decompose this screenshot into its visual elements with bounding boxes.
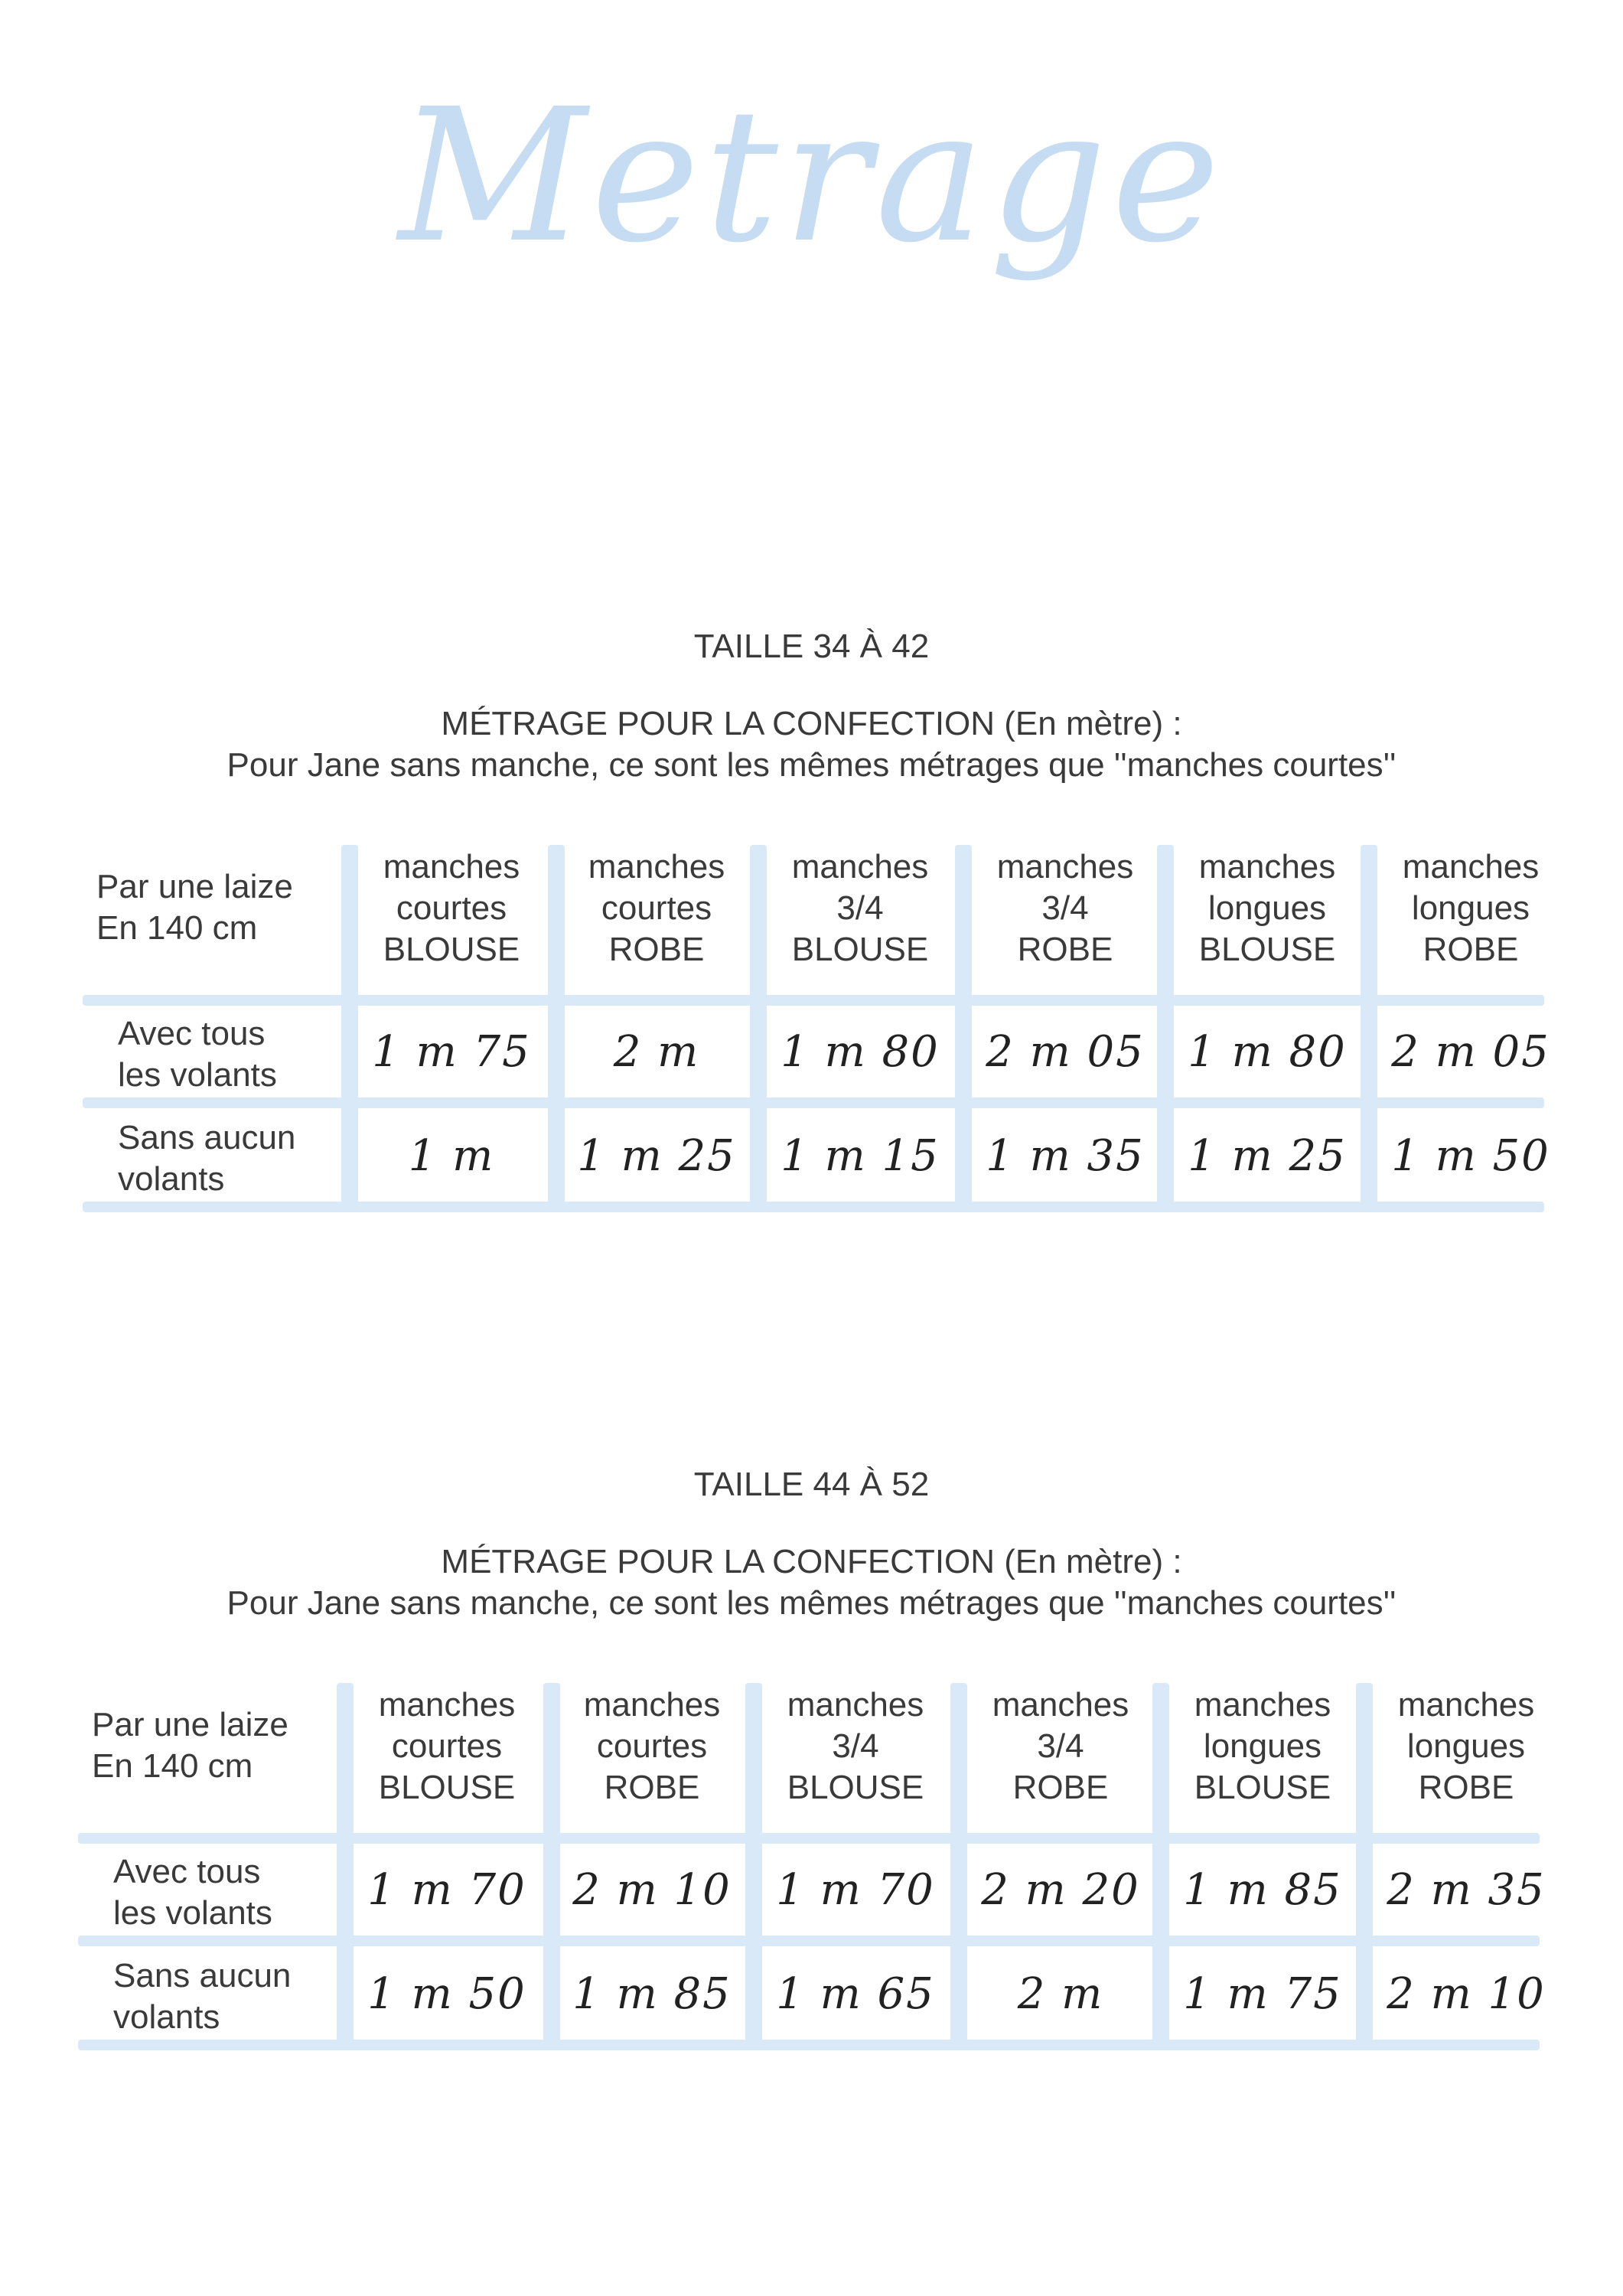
fabric-length-cell: 1 m 80 (1188, 1027, 1347, 1077)
column-header (756, 1684, 955, 1808)
column-header-line: manches (378, 1686, 516, 1724)
column-header-line: ROBE (604, 1769, 700, 1806)
column-header-line: manches (1194, 1686, 1331, 1724)
fabric-length-cell: 2 m 05 (1391, 1027, 1550, 1077)
row-label-line: volants (113, 1998, 220, 2036)
column-header-line: manches (996, 848, 1134, 885)
metrage-heading: MÉTRAGE POUR LA CONFECTION (En mètre) : (441, 1543, 1182, 1580)
fabric-length-cell: 2 m (1017, 1969, 1104, 2019)
row-label-line: Avec tous (113, 1853, 261, 1890)
column-header (1367, 1684, 1566, 1808)
metrage-note: Pour Jane sans manche, ce sont les mêmes métrages que ''manches courtes'' (227, 1584, 1396, 1622)
column-header (552, 1684, 751, 1808)
fabric-length-cell: 1 m 75 (372, 1027, 531, 1077)
row-label (118, 1117, 295, 1200)
column-header-line: manches (992, 1686, 1129, 1724)
laize-line: Par une laize (92, 1706, 288, 1743)
column-header (347, 1684, 546, 1808)
fabric-length-cell: 2 m (613, 1027, 700, 1077)
metrage-heading: MÉTRAGE POUR LA CONFECTION (En mètre) : (441, 705, 1182, 742)
fabric-length-cell: 1 m 35 (986, 1131, 1145, 1181)
column-header (352, 846, 551, 970)
column-header-line: BLOUSE (383, 931, 520, 968)
column-header-line: manches (583, 1686, 721, 1724)
column-header-line: 3/4 (1041, 889, 1089, 927)
row-label (118, 1013, 277, 1096)
column-header-line: longues (1406, 1727, 1526, 1765)
row-label-line: les volants (113, 1894, 272, 1932)
column-header-line: longues (1203, 1727, 1322, 1765)
column-header-line: courtes (596, 1727, 708, 1765)
column-header (1371, 846, 1570, 970)
column-header-line: BLOUSE (1198, 931, 1336, 968)
fabric-length-cell: 1 m 80 (781, 1027, 940, 1077)
laize-label (92, 1704, 288, 1787)
fabric-length-cell: 1 m 85 (572, 1969, 732, 2019)
fabric-length-cell: 1 m 75 (1183, 1969, 1342, 2019)
column-header-line: BLOUSE (378, 1769, 516, 1806)
column-header (557, 846, 756, 970)
column-header-line: longues (1411, 889, 1530, 927)
fabric-length-cell: 1 m 70 (367, 1865, 526, 1915)
column-header-line: courtes (391, 1727, 503, 1765)
column-header-line: ROBE (1418, 1769, 1514, 1806)
column-header-line: ROBE (1423, 931, 1519, 968)
column-header-line: manches (1397, 1686, 1535, 1724)
column-header-line: ROBE (608, 931, 705, 968)
column-header-line: manches (383, 848, 520, 885)
column-header-line: 3/4 (836, 889, 884, 927)
table-row-divider (78, 1833, 1540, 1844)
fabric-length-cell: 1 m 65 (776, 1969, 935, 2019)
fabric-length-cell: 2 m 05 (986, 1027, 1145, 1077)
column-header-line: manches (1198, 848, 1336, 885)
metrage-note: Pour Jane sans manche, ce sont les mêmes métrages que ''manches courtes'' (227, 746, 1396, 784)
column-header-line: BLOUSE (791, 931, 929, 968)
column-header-line: manches (787, 1686, 924, 1724)
row-label (113, 1851, 272, 1934)
column-header (1168, 846, 1367, 970)
table-row-divider (83, 1202, 1544, 1212)
column-header-line: 3/4 (832, 1727, 879, 1765)
laize-line: En 140 cm (96, 909, 258, 947)
column-header-line: manches (1402, 848, 1540, 885)
fabric-length-cell: 1 m (408, 1131, 495, 1181)
column-header-line: BLOUSE (1194, 1769, 1331, 1806)
fabric-length-cell: 1 m 50 (1391, 1131, 1550, 1181)
fabric-length-cell: 2 m 10 (572, 1865, 732, 1915)
column-header-line: 3/4 (1037, 1727, 1084, 1765)
fabric-length-cell: 1 m 25 (577, 1131, 736, 1181)
column-header-line: longues (1207, 889, 1327, 927)
row-label-line: volants (118, 1160, 225, 1198)
column-header (961, 1684, 1160, 1808)
column-header-line: ROBE (1017, 931, 1113, 968)
row-label-line: Avec tous (118, 1015, 266, 1052)
fabric-length-cell: 1 m 15 (781, 1131, 940, 1181)
table-row-divider (78, 1936, 1540, 1946)
laize-line: En 140 cm (92, 1747, 253, 1785)
page-title: Metrage (398, 69, 1225, 283)
column-header-line: BLOUSE (787, 1769, 924, 1806)
column-header-line: ROBE (1012, 1769, 1109, 1806)
row-label (113, 1955, 291, 2038)
column-header-line: courtes (601, 889, 712, 927)
column-header (1163, 1684, 1362, 1808)
size-range-title: TAILLE 44 À 52 (693, 1466, 930, 1503)
table-row-divider (83, 995, 1544, 1006)
fabric-length-cell: 1 m 25 (1188, 1131, 1347, 1181)
fabric-length-cell: 2 m 35 (1387, 1865, 1546, 1915)
size-range-title: TAILLE 34 À 42 (693, 628, 930, 665)
fabric-length-cell: 1 m 70 (776, 1865, 935, 1915)
column-header-line: courtes (396, 889, 507, 927)
row-label-line: les volants (118, 1056, 277, 1094)
column-header (761, 846, 960, 970)
table-row-divider (78, 2040, 1540, 2050)
fabric-length-cell: 1 m 85 (1183, 1865, 1342, 1915)
column-header-line: manches (791, 848, 929, 885)
laize-line: Par une laize (96, 868, 293, 905)
fabric-length-cell: 2 m 10 (1387, 1969, 1546, 2019)
fabric-length-cell: 1 m 50 (367, 1969, 526, 2019)
column-header (966, 846, 1165, 970)
fabric-length-cell: 2 m 20 (981, 1865, 1140, 1915)
column-header-line: manches (588, 848, 725, 885)
row-label-line: Sans aucun (118, 1119, 296, 1156)
row-label-line: Sans aucun (113, 1957, 292, 1994)
laize-label (96, 866, 293, 949)
table-row-divider (83, 1097, 1544, 1108)
